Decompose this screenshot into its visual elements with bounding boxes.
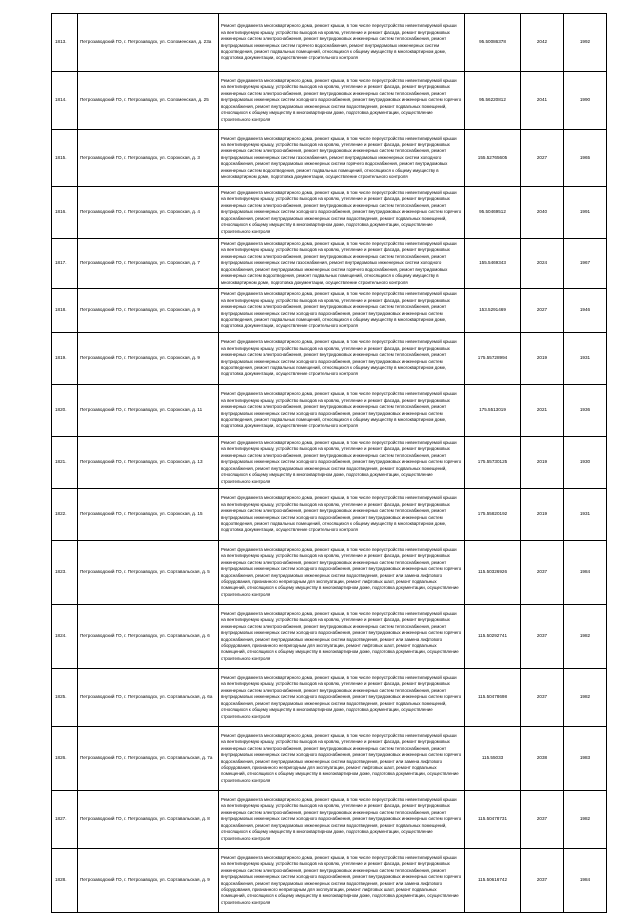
table-row xyxy=(52,849,607,913)
address-cell: Петрозаводский ГО, г. Петрозаводск, ул. Сортавальская, д. 5 xyxy=(78,541,219,605)
address-cell: Петрозаводский ГО, г. Петрозаводск, ул. Сортавальская, д. 6а xyxy=(78,669,219,727)
cost-cell: 175.55730125 xyxy=(465,437,521,489)
works-cell: Ремонт фундамента многоквартирного дома, ремонт крыши, в том числе переустройство невентилируемой крыши на вентилируемую крышу, устройство выходов на кровлю, утепление и ремонт фасада, ремонт внутридомовых инженерных систем электроснабжения, ремонт внутридомовых инженерных систем теплоснабжения, ремонт внутридомовых инженерных систем холодного водоснабжения, ремонт внутридомовых инженерных систем водоотведения, ремонт подвальных помещений, относящихся к общему имуществу в многоквартирном доме, подготовка документации, осуществление строительного контроля xyxy=(219,385,465,437)
planned-year-cell: 2037 xyxy=(521,669,564,727)
build-year-cell: 1984 xyxy=(564,541,607,605)
works-cell: Ремонт фундамента многоквартирного дома, ремонт крыши, в том числе переустройство невентилируемой крыши на вентилируемую крышу, устройство выходов на кровлю, утепление и ремонт фасада, ремонт внутридомовых инженерных систем электроснабжения, ремонт внутридомовых инженерных систем теплоснабжения, ремонт внутридомовых инженерных систем газоснабжения, ремонт внутридомовых инженерных систем холодного водоснабжения, ремонт внутридомовых инженерных систем горячего водоснабжения, ремонт внутридомовых инженерных систем водоотведения, ремонт подвальных помещений, относящихся к общему имуществу в многоквартирном доме, подготовка документации, осуществление строительного контроля xyxy=(219,130,465,187)
build-year-cell: 1982 xyxy=(564,791,607,849)
works-cell: Ремонт фундамента многоквартирного дома, ремонт крыши, в том числе переустройство невентилируемой крыши на вентилируемую крышу, устройство выходов на кровлю, утепление и ремонт фасада, ремонт внутридомовых инженерных систем электроснабжения, ремонт внутридомовых инженерных систем теплоснабжения, ремонт внутридомовых инженерных систем холодного водоснабжения, ремонт внутридомовых инженерных систем горячего водоснабжения, ремонт внутридомовых инженерных систем водоотведения, ремонт или замена лифтового оборудования, признанного непригодным для эксплуатации, ремонт лифтовых шахт, ремонт подвальных помещений, относящихся к общему имуществу в многоквартирном доме, подготовка документации, осуществление строительного контроля xyxy=(219,605,465,669)
table-row xyxy=(52,239,607,289)
build-year-cell: 1931 xyxy=(564,333,607,385)
address-cell: Петрозаводский ГО, г. Петрозаводск, ул. Соломенская, д. 23а xyxy=(78,14,219,72)
works-cell: Ремонт фундамента многоквартирного дома, ремонт крыши, в том числе переустройство невентилируемой крыши на вентилируемую крышу, устройство выходов на кровлю, утепление и ремонт фасада, ремонт внутридомовых инженерных систем электроснабжения, ремонт внутридомовых инженерных систем теплоснабжения, ремонт внутридомовых инженерных систем холодного водоснабжения, ремонт внутридомовых инженерных систем горячего водоснабжения, ремонт внутридомовых инженерных систем водоотведения, ремонт или замена лифтового оборудования, признанного непригодным для эксплуатации, ремонт лифтовых шахт, ремонт подвальных помещений, относящихся к общему имуществу в многоквартирном доме, подготовка документации, осуществление строительного контроля xyxy=(219,727,465,791)
planned-year-cell: 2037 xyxy=(521,791,564,849)
row-number: 1827. xyxy=(52,791,78,849)
works-cell: Ремонт фундамента многоквартирного дома, ремонт крыши, в том числе переустройство невентилируемой крыши на вентилируемую крышу, устройство выходов на кровлю, утепление и ремонт фасада, ремонт внутридомовых инженерных систем электроснабжения, ремонт внутридомовых инженерных систем теплоснабжения, ремонт внутридомовых инженерных систем холодного водоснабжения, ремонт внутридомовых инженерных систем горячего водоснабжения, ремонт внутридомовых инженерных систем водоотведения, ремонт или замена лифтового оборудования, признанного непригодным для эксплуатации, ремонт лифтовых шахт, ремонт подвальных помещений, относящихся к общему имуществу в многоквартирном доме, подготовка документации, осуществление строительного контроля xyxy=(219,849,465,913)
row-number: 1828. xyxy=(52,849,78,913)
cost-cell: 115.50326926 xyxy=(465,541,521,605)
address-cell: Петрозаводский ГО, г. Петрозаводск, ул. Сортавальская, д. 9 xyxy=(78,849,219,913)
row-number: 1822. xyxy=(52,489,78,541)
works-cell: Ремонт фундамента многоквартирного дома, ремонт крыши, в том числе переустройство невентилируемой крыши на вентилируемую крышу, устройство выходов на кровлю, утепление и ремонт фасада, ремонт внутридомовых инженерных систем электроснабжения, ремонт внутридомовых инженерных систем теплоснабжения, ремонт внутридомовых инженерных систем холодного водоснабжения, ремонт внутридомовых инженерных систем водоотведения, ремонт подвальных помещений, относящихся к общему имуществу в многоквартирном доме, подготовка документации, осуществление строительного контроля xyxy=(219,489,465,541)
cost-cell: 95.50086378 xyxy=(465,14,521,72)
table-row xyxy=(52,541,607,605)
table-row xyxy=(52,72,607,130)
address-cell: Петрозаводский ГО, г. Петрозаводск, ул. Сорокская, д. 9 xyxy=(78,289,219,333)
address-cell: Петрозаводский ГО, г. Петрозаводск, ул. Сорокская, д. 7 xyxy=(78,239,219,289)
cost-cell: 175.55820192 xyxy=(465,489,521,541)
build-year-cell: 1990 xyxy=(564,72,607,130)
row-number: 1824. xyxy=(52,605,78,669)
cost-cell: 175.55728994 xyxy=(465,333,521,385)
table-row xyxy=(52,669,607,727)
planned-year-cell: 2019 xyxy=(521,333,564,385)
cost-cell: 115.55033 xyxy=(465,727,521,791)
works-cell: Ремонт фундамента многоквартирного дома, ремонт крыши, в том числе переустройство невентилируемой крыши на вентилируемую крышу, устройство выходов на кровлю, утепление и ремонт фасада, ремонт внутридомовых инженерных систем электроснабжения, ремонт внутридомовых инженерных систем теплоснабжения, ремонт внутридомовых инженерных систем холодного водоснабжения, ремонт внутридомовых инженерных систем горячего водоснабжения, ремонт внутридомовых инженерных систем водоотведения, ремонт или замена лифтового оборудования, признанного непригодным для эксплуатации, ремонт лифтовых шахт, ремонт подвальных помещений, относящихся к общему имуществу в многоквартирном доме, подготовка документации, осуществление строительного контроля xyxy=(219,541,465,605)
build-year-cell: 1984 xyxy=(564,849,607,913)
table-row xyxy=(52,187,607,239)
cost-cell: 115.50292741 xyxy=(465,605,521,669)
build-year-cell: 1931 xyxy=(564,489,607,541)
build-year-cell: 1946 xyxy=(564,289,607,333)
row-number: 1820. xyxy=(52,385,78,437)
row-number: 1815. xyxy=(52,130,78,187)
planned-year-cell: 2042 xyxy=(521,14,564,72)
table-row xyxy=(52,130,607,187)
table-row xyxy=(52,14,607,72)
cost-cell: 155.5469343 xyxy=(465,239,521,289)
table-row xyxy=(52,605,607,669)
address-cell: Петрозаводский ГО, г. Петрозаводск, ул. Сорокская, д. 4 xyxy=(78,187,219,239)
build-year-cell: 1992 xyxy=(564,14,607,72)
works-cell: Ремонт фундамента многоквартирного дома, ремонт крыши, в том числе переустройство невентилируемой крыши на вентилируемую крышу, устройство выходов на кровлю, утепление и ремонт фасада, ремонт внутридомовых инженерных систем электроснабжения, ремонт внутридомовых инженерных систем теплоснабжения, ремонт внутридомовых инженерных систем газоснабжения, ремонт внутридомовых инженерных систем холодного водоснабжения, ремонт внутридомовых инженерных систем горячего водоснабжения, ремонт внутридомовых инженерных систем водоотведения, ремонт подвальных помещений, относящихся к общему имуществу в многоквартирном доме, подготовка документации, осуществление строительного контроля xyxy=(219,239,465,289)
cost-cell: 95.50469512 xyxy=(465,187,521,239)
table-row xyxy=(52,333,607,385)
works-cell: Ремонт фундамента многоквартирного дома, ремонт крыши, в том числе переустройство невентилируемой крыши на вентилируемую крышу, устройство выходов на кровлю, утепление и ремонт фасада, ремонт внутридомовых инженерных систем электроснабжения, ремонт внутридомовых инженерных систем теплоснабжения, ремонт внутридомовых инженерных систем холодного водоснабжения, ремонт внутридомовых инженерных систем горячего водоснабжения, ремонт внутридомовых инженерных систем водоотведения, ремонт подвальных помещений, относящихся к общему имуществу в многоквартирном доме, подготовка документации, осуществление строительного контроля xyxy=(219,72,465,130)
build-year-cell: 1965 xyxy=(564,130,607,187)
address-cell: Петрозаводский ГО, г. Петрозаводск, ул. Сортавальская, д. 6 xyxy=(78,605,219,669)
table-row xyxy=(52,385,607,437)
row-number: 1821. xyxy=(52,437,78,489)
address-cell: Петрозаводский ГО, г. Петрозаводск, ул. Сорокская, д. 15 xyxy=(78,489,219,541)
address-cell: Петрозаводский ГО, г. Петрозаводск, ул. Сорокская, д. 11 xyxy=(78,385,219,437)
planned-year-cell: 2019 xyxy=(521,437,564,489)
works-cell: Ремонт фундамента многоквартирного дома, ремонт крыши, в том числе переустройство невентилируемой крыши на вентилируемую крышу, устройство выходов на кровлю, утепление и ремонт фасада, ремонт внутридомовых инженерных систем электроснабжения, ремонт внутридомовых инженерных систем теплоснабжения, ремонт внутридомовых инженерных систем холодного водоснабжения, ремонт внутридомовых инженерных систем водоотведения, ремонт подвальных помещений, относящихся к общему имуществу в многоквартирном доме, подготовка документации, осуществление строительного контроля xyxy=(219,333,465,385)
works-cell: Ремонт фундамента многоквартирного дома, ремонт крыши, в том числе переустройство невентилируемой крыши на вентилируемую крышу, устройство выходов на кровлю, утепление и ремонт фасада, ремонт внутридомовых инженерных систем электроснабжения, ремонт внутридомовых инженерных систем теплоснабжения, ремонт внутридомовых инженерных систем холодного водоснабжения, ремонт внутридомовых инженерных систем водоотведения, ремонт подвальных помещений, относящихся к общему имуществу в многоквартирном доме, подготовка документации, осуществление строительного контроля xyxy=(219,289,465,333)
address-cell: Петрозаводский ГО, г. Петрозаводск, ул. Сортавальская, д. 8 xyxy=(78,791,219,849)
build-year-cell: 1982 xyxy=(564,605,607,669)
planned-year-cell: 2041 xyxy=(521,72,564,130)
cost-cell: 175.5513019 xyxy=(465,385,521,437)
planned-year-cell: 2040 xyxy=(521,187,564,239)
cost-cell: 115.50478731 xyxy=(465,791,521,849)
cost-cell: 115.50616742 xyxy=(465,849,521,913)
address-cell: Петрозаводский ГО, г. Петрозаводск, ул. Сорокская, д. 13 xyxy=(78,437,219,489)
row-number: 1823. xyxy=(52,541,78,605)
row-number: 1814. xyxy=(52,72,78,130)
table-row xyxy=(52,437,607,489)
build-year-cell: 1967 xyxy=(564,239,607,289)
planned-year-cell: 2037 xyxy=(521,541,564,605)
planned-year-cell: 2027 xyxy=(521,289,564,333)
row-number: 1826. xyxy=(52,727,78,791)
planned-year-cell: 2021 xyxy=(521,385,564,437)
build-year-cell: 1936 xyxy=(564,385,607,437)
works-cell: Ремонт фундамента многоквартирного дома, ремонт крыши, в том числе переустройство невентилируемой крыши на вентилируемую крышу, устройство выходов на кровлю, утепление и ремонт фасада, ремонт внутридомовых инженерных систем электроснабжения, ремонт внутридомовых инженерных систем теплоснабжения, ремонт внутридомовых инженерных систем горячего водоснабжения, ремонт внутридомовых инженерных систем водоотведения, ремонт подвальных помещений, относящихся к общему имуществу в многоквартирном доме, подготовка документации, осуществление строительного контроля xyxy=(219,14,465,72)
planned-year-cell: 2019 xyxy=(521,489,564,541)
cost-cell: 155.52765605 xyxy=(465,130,521,187)
works-cell: Ремонт фундамента многоквартирного дома, ремонт крыши, в том числе переустройство невентилируемой крыши на вентилируемую крышу, устройство выходов на кровлю, утепление и ремонт фасада, ремонт внутридомовых инженерных систем электроснабжения, ремонт внутридомовых инженерных систем теплоснабжения, ремонт внутридомовых инженерных систем холодного водоснабжения, ремонт внутридомовых инженерных систем горячего водоснабжения, ремонт внутридомовых инженерных систем водоотведения, ремонт подвальных помещений, относящихся к общему имуществу в многоквартирном доме, подготовка документации, осуществление строительного контроля xyxy=(219,791,465,849)
cost-cell: 153.5291469 xyxy=(465,289,521,333)
row-number: 1813. xyxy=(52,14,78,72)
build-year-cell: 1991 xyxy=(564,187,607,239)
address-cell: Петрозаводский ГО, г. Петрозаводск, ул. Сорокская, д. 3 xyxy=(78,130,219,187)
planned-year-cell: 2024 xyxy=(521,239,564,289)
address-cell: Петрозаводский ГО, г. Петрозаводск, ул. Соломенская, д. 25 xyxy=(78,72,219,130)
table-row xyxy=(52,489,607,541)
capital-repair-table xyxy=(51,13,607,913)
planned-year-cell: 2037 xyxy=(521,849,564,913)
address-cell: Петрозаводский ГО, г. Петрозаводск, ул. Сортавальская, д. 7а xyxy=(78,727,219,791)
planned-year-cell: 2038 xyxy=(521,727,564,791)
planned-year-cell: 2037 xyxy=(521,605,564,669)
planned-year-cell: 2027 xyxy=(521,130,564,187)
build-year-cell: 1930 xyxy=(564,437,607,489)
works-cell: Ремонт фундамента многоквартирного дома, ремонт крыши, в том числе переустройство невентилируемой крыши на вентилируемую крышу, устройство выходов на кровлю, утепление и ремонт фасада, ремонт внутридомовых инженерных систем электроснабжения, ремонт внутридомовых инженерных систем теплоснабжения, ремонт внутридомовых инженерных систем холодного водоснабжения, ремонт внутридомовых инженерных систем горячего водоснабжения, ремонт внутридомовых инженерных систем водоотведения, ремонт подвальных помещений, относящихся к общему имуществу в многоквартирном доме, подготовка документации, осуществление строительного контроля xyxy=(219,187,465,239)
row-number: 1818. xyxy=(52,289,78,333)
address-cell: Петрозаводский ГО, г. Петрозаводск, ул. Сорокская, д. 9 xyxy=(78,333,219,385)
cost-cell: 115.50478698 xyxy=(465,669,521,727)
cost-cell: 95.56220812 xyxy=(465,72,521,130)
table-body xyxy=(52,14,607,913)
build-year-cell: 1983 xyxy=(564,727,607,791)
row-number: 1816. xyxy=(52,187,78,239)
row-number: 1825. xyxy=(52,669,78,727)
works-cell: Ремонт фундамента многоквартирного дома, ремонт крыши, в том числе переустройство невентилируемой крыши на вентилируемую крышу, устройство выходов на кровлю, утепление и ремонт фасада, ремонт внутридомовых инженерных систем электроснабжения, ремонт внутридомовых инженерных систем теплоснабжения, ремонт внутридомовых инженерных систем холодного водоснабжения, ремонт внутридомовых инженерных систем горячего водоснабжения, ремонт внутридомовых инженерных систем водоотведения, ремонт подвальных помещений, относящихся к общему имуществу в многоквартирном доме, подготовка документации, осуществление строительного контроля xyxy=(219,669,465,727)
works-cell: Ремонт фундамента многоквартирного дома, ремонт крыши, в том числе переустройство невентилируемой крыши на вентилируемую крышу, устройство выходов на кровлю, утепление и ремонт фасада, ремонт внутридомовых инженерных систем электроснабжения, ремонт внутридомовых инженерных систем теплоснабжения, ремонт внутридомовых инженерных систем холодного водоснабжения, ремонт внутридомовых инженерных систем горячего водоснабжения, ремонт внутридомовых инженерных систем водоотведения, ремонт подвальных помещений, относящихся к общему имуществу в многоквартирном доме, подготовка документации, осуществление строительного контроля xyxy=(219,437,465,489)
build-year-cell: 1982 xyxy=(564,669,607,727)
table-row xyxy=(52,727,607,791)
table-row xyxy=(52,289,607,333)
row-number: 1819. xyxy=(52,333,78,385)
table-row xyxy=(52,791,607,849)
row-number: 1817. xyxy=(52,239,78,289)
